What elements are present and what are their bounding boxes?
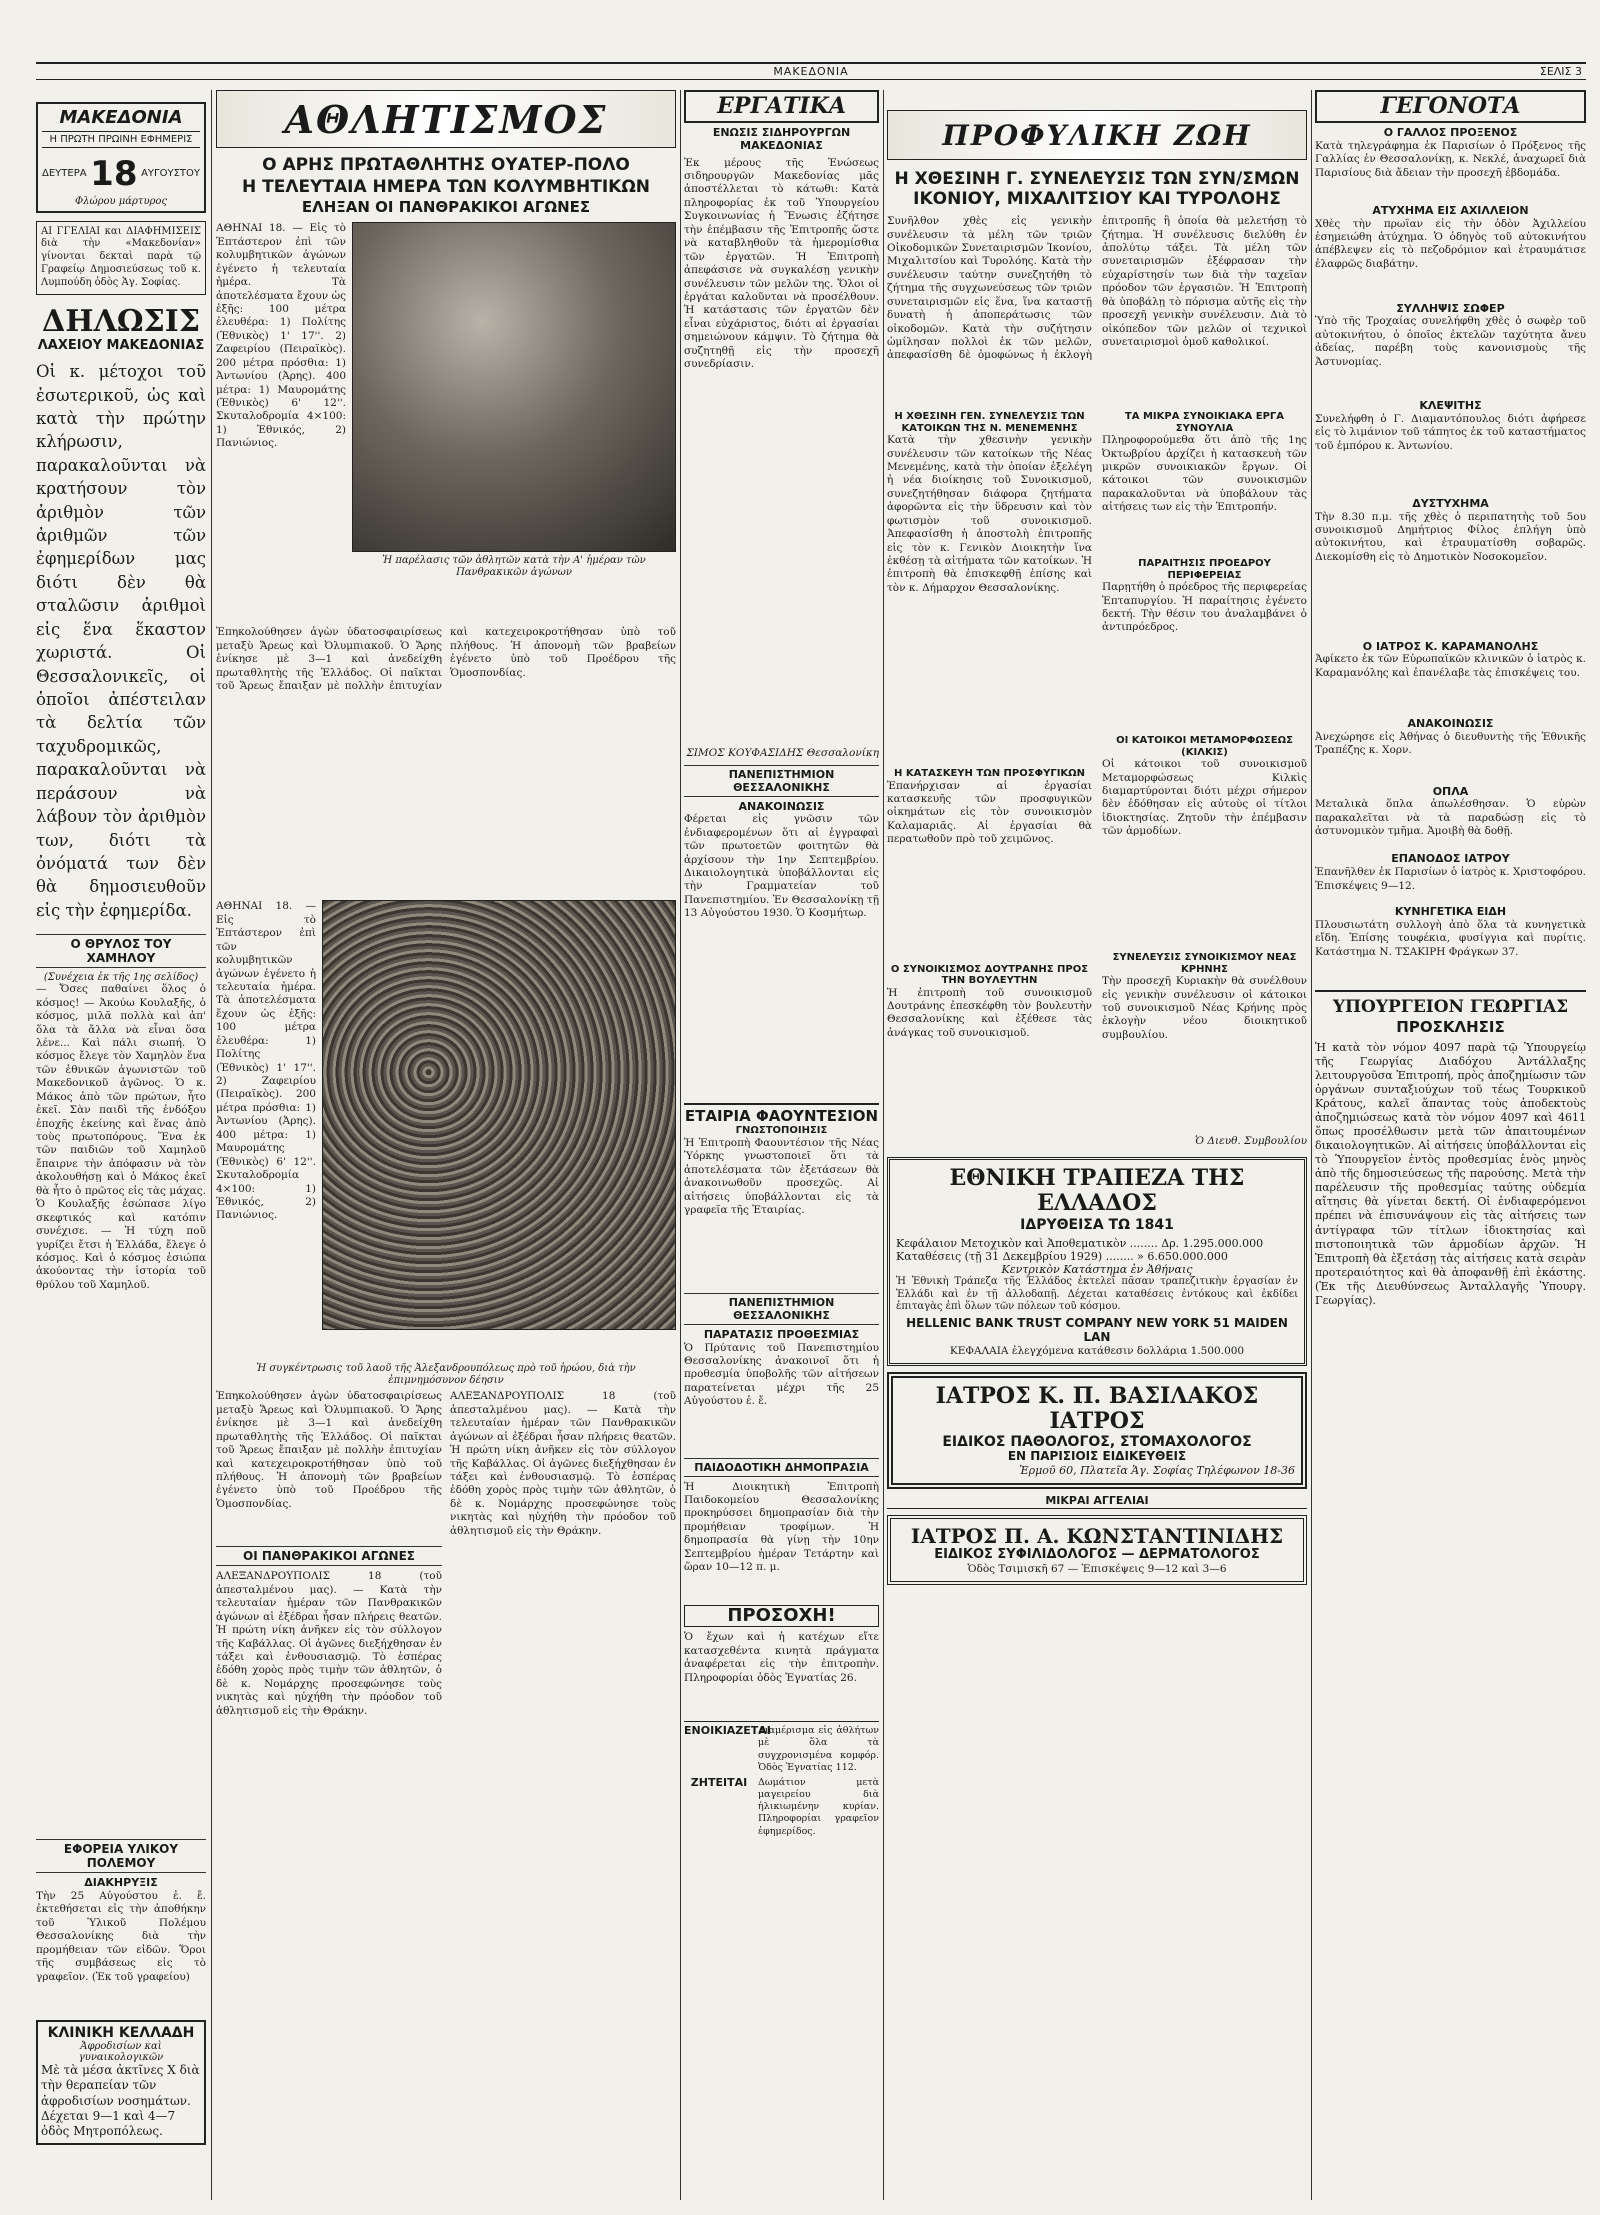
bank-ny: HELLENIC BANK TRUST COMPANY NEW YORK 51 MAIDEN LAN: [906, 1316, 1288, 1344]
foundation-head: ΕΤΑΙΡΙΑ ΦΑΟΥΝΤΕΣΙΟΝ: [684, 1103, 879, 1125]
small-works-head: ΤΑ ΜΙΚΡΑ ΣΥΝΟΙΚΙΑΚΑ ΕΡΓΑ ΣΥΝΟΥΛΙΑ: [1124, 411, 1285, 434]
deadline-text: Ὁ Πρύτανις τοῦ Πανεπιστημίου Θεσσαλονίκης ἀνακοινοῖ ὅτι ἡ προθεσμία ὑποβολῆς τῶν αἰτήσεων παρατείνεται μέχρι τῆς 25 Αὐγούστου ἐ. ἔ.: [684, 1341, 879, 1408]
hunting-head: ΚΥΝΗΓΕΤΙΚΑ ΕΙΔΗ: [1394, 905, 1507, 919]
university-subhead: ΑΝΑΚΟΙΝΩΣΙΣ: [738, 799, 825, 813]
accident-text: Χθὲς τὴν πρωΐαν εἰς τὴν ὁδὸν Ἀχιλλείου ἐσημειώθη ἀτύχημα. Ὁ ὁδηγὸς τοῦ αὐτοκινήτου ἀπέβλεψεν εἰς τὸ πεζοδρόμιον καὶ ἐτραυμάτισε ἐλαφρῶς διαβάτην.: [1315, 217, 1586, 270]
weapons-head: ΟΠΛΑ: [1432, 784, 1469, 798]
clinic-text: Μὲ τὰ μέσα ἀκτῖνες Χ διὰ τὴν θεραπείαν τῶν ἀφροδισίων νοσημάτων. Δέχεται 9—1 καὶ 4—7 ὁδὸς Μητροπόλεως.: [41, 2062, 200, 2139]
masthead-box: [36, 102, 206, 213]
bank-ny-capital: ΚΕΦΑΛΑΙΑ ἐλεγχόμενα κατάθεσιν δολλάρια 1.500.000: [949, 1344, 1245, 1357]
panthrakian-article-cont: ΑΛΕΞΑΝΔΡΟΥΠΟΛΙΣ 18 (τοῦ ἀπεσταλμένου μας). — Κατὰ τὴν τελευταίαν ἡμέραν τῶν Πανθρακικῶν ἀγώνων αἱ ἐξέδραι ἦσαν πλήρεις θεατῶν. Ἡ πρώτη νίκη ἀνῆκεν εἰς τὸν σύλλογον τῆς Καβάλλας. Οἱ ἀγῶνες διεξήχθησαν ἐν τάξει καὶ ἐνθουσιασμῷ. Τὸ ἑσπέρας ἐδόθη χορὸς πρὸς τιμὴν τῶν ἀθλητῶν, ὁ δὲ κ. Νομάρχης προσεφώνησε τοὺς νικητὰς καὶ ηὐχήθη τὴν πρόοδον τοῦ ἀθλητισμοῦ εἰς τὴν Θράκην.: [450, 1390, 676, 1537]
events-banner: ΓΕΓΟΝΟΤΑ: [1380, 93, 1521, 119]
thief-text: Συνελήφθη ὁ Γ. Διαμαντόπουλος διότι ἀφήρεσε εἰς τὸ λιμάνιον τοῦ τάπητος ἐκ τοῦ καταστήματος τοῦ ἐμπόρου κ. Ἀντωνίου.: [1315, 412, 1586, 452]
signature-koufasidis: ΣΙΜΟΣ ΚΟΥΦΑΣΙΔΗΣ Θεσσαλονίκη: [686, 746, 879, 759]
month: ΑΥΓΟΥΣΤΟΥ: [141, 168, 200, 180]
refugee-life-banner: ΠΡΟΦΥΛΙΚΗ ΖΩΗ: [887, 110, 1307, 160]
serial-title: Ο ΘΡΥΛΟΣ ΤΟΥ ΧΑΜΗΛΟΥ: [36, 934, 206, 968]
refugee-headline: Η ΧΘΕΣΙΝΗ Γ. ΣΥΝΕΛΕΥΣΙΣ ΤΩΝ ΣΥΝ/ΣΜΩΝ ΙΚΟΝΙΟΥ, ΜΙΧΑΛΙΤΣΙΟΥ ΚΑΙ ΤΥΡΟΛΟΗΣ: [894, 169, 1300, 209]
refugee-building-head: Η ΚΑΤΑΣΚΕΥΗ ΤΩΝ ΠΡΟΣΦΥΓΙΚΩΝ: [893, 768, 1086, 780]
ministry-head: ΥΠΟΥΡΓΕΙΟΝ ΓΕΩΡΓΙΑΣ: [1315, 990, 1586, 1018]
bank-deposits: Καταθέσεις (τῇ 31 Δεκεμβρίου 1929) ........ » 6.650.000.000: [896, 1249, 1228, 1263]
university-head-2: ΠΑΝΕΠΙΣΤΗΜΙΟΝ ΘΕΣΣΑΛΟΝΙΚΗΣ: [684, 1293, 879, 1325]
ironworkers-head: ΕΝΩΣΙΣ ΣΙΔΗΡΟΥΡΓΩΝ ΜΑΚΕΔΟΝΙΑΣ: [712, 126, 851, 152]
university-head: ΠΑΝΕΠΙΣΤΗΜΙΟΝ ΘΕΣΣΑΛΟΝΙΚΗΣ: [684, 765, 879, 797]
vasilakos-address: Ἑρμοῦ 60, Πλατεῖα Ἁγ. Σοφίας Τηλέφωνον 18-36: [1019, 1464, 1295, 1478]
bank-hq: Κεντρικὸν Κατάστημα ἐν Ἀθήναις: [1001, 1262, 1193, 1276]
metamorfosi-text: Οἱ κάτοικοι τοῦ συνοικισμοῦ Μεταμορφώσεως Κιλκὶς διαμαρτύρονται διότι μέχρι σήμερον δὲν ἐδόθησαν εἰς αὐτοὺς οἱ τίτλοι ἰδιοκτησίας. Ζητοῦν τὴν ἐπέμβασιν τῶν ἁρμοδίων.: [1102, 758, 1307, 838]
doutrani-text: Ἡ ἐπιτροπὴ τοῦ συνοικισμοῦ Δουτράνης ἐπεσκέφθη τὸν βουλευτὴν Θεσσαλονίκης καὶ ἐξέθεσε τὰς ἀνάγκας τοῦ συνοικισμοῦ.: [887, 986, 1092, 1039]
crowd-photo: [322, 900, 676, 1330]
bank-capital: Κεφάλαιον Μετοχικὸν καὶ Ἀποθεματικὸν ........ Δρ. 1.295.000.000: [896, 1236, 1264, 1250]
misfortune-head: ΔΥΣΤΥΧΗΜΑ: [1412, 496, 1489, 510]
konstantinidis-specialty: ΕΙΔΙΚΟΣ ΣΥΦΙΛΙΔΟΛΟΓΟΣ — ΔΕΡΜΑΤΟΛΟΓΟΣ: [934, 1546, 1260, 1562]
column-left: [36, 90, 206, 2200]
vasilakos-ad: [887, 1372, 1307, 1489]
events-banner-box: [1315, 90, 1586, 123]
masthead-name: ΜΑΚΕΔΟΝΙΑ: [42, 108, 200, 132]
weapons-text: Μεταλικὰ ὅπλα ἀπωλέσθησαν. Ὁ εὑρὼν παρακαλεῖται νὰ τὰ παραδώσῃ εἰς τὸ ἀστυνομικὸν τμῆμα. Ἀμοιβὴ θὰ δοθῇ.: [1315, 798, 1586, 838]
consul-head: Ο ΓΑΛΛΟΣ ΠΡΟΞΕΝΟΣ: [1383, 126, 1518, 140]
nea-krini-head: ΣΥΝΕΛΕΥΣΙΣ ΣΥΝΟΙΚΙΣΜΟΥ ΝΕΑΣ ΚΡΗΝΗΣ: [1112, 952, 1297, 975]
column-rule: [680, 90, 681, 2200]
menemeni-text: Κατὰ τὴν χθεσινὴν γενικὴν συνέλευσιν τῶν κατοίκων τῆς Νέας Μενεμένης, κατὰ τὴν ὁποίαν ἐξελέγη ἡ νέα διοίκησις τοῦ Συνοικισμοῦ, συνεζητήθησαν διάφορα ζητήματα ἀφορῶντα εἰς τὴν ὕδρευσιν καὶ τὸν φωτισμὸν τοῦ συνοικισμοῦ. Ἀπεφασίσθη ἡ ἀποστολὴ ἐπιτροπῆς εἰς τὸν κ. Γενικὸν Διοικητὴν ἵνα ἐκθέσῃ τὰ αἰτήματα τῶν κατοίκων. Ἡ ἐπιτροπὴ θὰ ἐπισκεφθῇ ἐπίσης καὶ τὸν κ. Δήμαρχον Θεσσαλονίκης.: [887, 434, 1092, 594]
results-text: Ἐπηκολούθησεν ἀγὼν ὑδατοσφαιρίσεως μεταξὺ Ἄρεως καὶ Ὀλυμπιακοῦ. Ὁ Ἄρης ἐνίκησε μὲ 3—1 καὶ ἀνεδείχθη πρωταθλητὴς τῆς Ἑλλάδος. Οἱ παῖκται τοῦ Ἄρεως ἔπαιξαν μὲ πολλὴν ἐπιτυχίαν καὶ κατεχειροκροτήθησαν ὑπὸ τοῦ πλήθους. Ἡ ἀπονομὴ τῶν βραβείων ἐγένετο ὑπὸ τοῦ Προέδρου τῆς Ὁμοσπονδίας.: [216, 1390, 442, 1510]
wanted-head: ΖΗΤΕΙΤΑΙ: [690, 1775, 748, 1789]
side-results: ΑΘΗΝΑΙ 18. — Εἰς τὸ Ἐπτάστερον ἐπὶ τῶν κολυμβητικῶν ἀγώνων ἐγένετο ἡ τελευταία ἡμέρα. Τὰ ἀποτελέσματα ἔχουν ὡς ἑξῆς: 100 μέτρα ἐλευθέρα: 1) Πολίτης (Ἐθνικὸς) 1' 17''. 2) Ζαφειρίου (Πειραϊκὸς). 200 μέτρα πρόσθια: 1) Ἀντωνίου (Ἀρης). 400 μέτρα: 1) Μαυρομάτης (Ἐθνικὸς) 6' 12''. Σκυταλοδρομία 4×100: 1) Ἐθνικός, 2) Πανιώνιος.: [216, 900, 316, 1222]
column-rule: [211, 90, 212, 2200]
column-events: [1315, 90, 1586, 2200]
masthead-tagline: Η ΠΡΩΤΗ ΠΡΩΙΝΗ ΕΦΗΜΕΡΙΣ: [42, 132, 200, 148]
misfortune-text: Τὴν 8.30 π.μ. τῆς χθὲς ὁ περιπατητὴς τοῦ 5ου συνοικισμοῦ Δημήτριος Φίλος ἐπλήγη ὑπὸ αὐτοκινήτου, καὶ ἐτραυματίσθη σοβαρῶς. Διεκομίσθη εἰς τὸ Δημοτικὸν Νοσοκομεῖον.: [1315, 510, 1586, 563]
paper-name: ΜΑΚΕΔΟΝΙΑ: [773, 65, 849, 78]
sports-banner: ΑΘΛΗΤΙΣΜΟΣ: [216, 90, 676, 148]
weekday: ΔΕΥΤΕΡΑ: [42, 168, 87, 180]
photo-caption-crowd: Ἡ συγκέντρωσις τοῦ λαοῦ τῆς Ἀλεξανδρουπόλεως πρὸ τοῦ ἡρώου, διὰ τὴν ἐπιμνημόσυνον δέησιν: [256, 1363, 636, 1387]
national-bank-ad: [887, 1157, 1307, 1366]
photo-caption-parade: Ἡ παρέλασις τῶν ἀθλητῶν κατὰ τὴν Α' ἡμέραν τῶν Πανθρακικῶν ἀγώνων: [382, 555, 646, 579]
deadline-subhead: ΠΑΡΑΤΑΣΙΣ ΠΡΟΘΕΣΜΙΑΣ: [703, 1327, 860, 1341]
ironworkers-text: Ἐκ μέρους τῆς Ἑνώσεως σιδηρουργῶν Μακεδονίας μᾶς ἀποστέλλεται τὸ κάτωθι: Κατὰ πληροφορίας ἐκ τοῦ Ὑπουργείου Συγκοινωνίας ἡ Ἕνωσις ἐζήτησε τὴν ἐπέμβασιν τῆς Ἐπιτροπῆς ὥστε νὰ καταβληθοῦν τὰ ἡμερομίσθια τῶν ἐργατῶν. Ἡ Ἐπιτροπὴ ἀπεφάσισε νὰ συγκαλέσῃ γενικὴν συνέλευσιν τῶν μελῶν της. Ὅλοι οἱ ἐργάται καλοῦνται νὰ προσέλθουν. Ἡ κατάστασις τῶν ἐργατῶν δὲν εἶναι εὐχάριστος, διότι αἱ ἐργασίαι σημειώνουν κάμψιν. Τὸ ζήτημα θὰ συζητηθῇ εἰς τὴν προσεχῆ συνεδρίασιν.: [684, 156, 879, 371]
doctor-back-text: Ἐπανῆλθεν ἐκ Παρισίων ὁ ἰατρὸς κ. Χριστοφόρου. Ἐπισκέψεις 9—12.: [1315, 866, 1586, 892]
page-number: ΣΕΛΙΣ 3: [1539, 65, 1582, 78]
ministry-text: Ἡ κατὰ τὸν νόμον 4097 παρὰ τῷ Ὑπουργείῳ τῆς Γεωργίας Διαδόχου Ἀντάλλαξης λειτουργοῦσα Ἐπιτροπή, πρὸς ἀποζημίωσιν τῶν ὀργάνων συνταξιούχων τοῦ τέως Τουρκικοῦ Κράτους, καλεῖ ἅπαντας τοὺς ἀποδεκτοὺς ἀποζημιώσεως κατὰ τὸν νόμον 4097 καὶ 4611 ὅπως προσέλθωσιν μετὰ τῶν ἀπαιτουμένων δικαιολογητικῶν. Αἱ αἰτήσεις ὑποβάλλονται εἰς τὸ Ὑπουργεῖον ἐντὸς προθεσμίας ἑνὸς μηνὸς ἀπὸ τῆς δημοσιεύσεως τῆς παρούσης. Μετὰ τὴν παρέλευσιν τῆς προθεσμίας ταύτης οὐδεμία αἴτησις θὰ γίνεται δεκτή. Οἱ ἐνδιαφερόμενοι πρέπει νὰ ἐπισυνάψουν εἰς τὰς αἰτήσεις των ἀντίγραφα τῶν τίτλων ἰδιοκτησίας καὶ πιστοποιητικὰ τῶν ἁρμοδίων ἀρχῶν. Ἡ Ἐπιτροπὴ θὰ ἐξετάσῃ τὰς αἰτήσεις κατὰ σειρὰν προτεραιότητος καὶ θὰ ἀποφανθῇ ἐπὶ ἑκάστης. (Ἐκ τῆς Διευθύνσεως Ἀνταλλαγῆς Ὑπουργ. Γεωργίας).: [1315, 1040, 1586, 1307]
nea-krini-text: Τὴν προσεχῆ Κυριακὴν θὰ συνέλθουν εἰς γενικὴν συνέλευσιν οἱ κάτοικοι τοῦ συνοικισμοῦ Νέας Κρήνης πρὸς ἐκλογὴν νέου διοικητικοῦ συμβουλίου.: [1102, 975, 1307, 1041]
column-refugee-life: [887, 90, 1307, 2200]
labor-banner: ΕΡΓΑΤΙΚΑ: [717, 93, 846, 119]
lead-article: ΑΘΗΝΑΙ 18. — Εἰς τὸ Ἐπτάστερον ἐπὶ τῶν κολυμβητικῶν ἀγώνων ἐγένετο ἡ τελευταία ἡμέρα. Τὰ ἀποτελέσματα ἔχουν ὡς ἑξῆς: 100 μέτρα ἐλευθέρα: 1) Πολίτης (Ἐθνικὸς) 1' 17''. 2) Ζαφειρίου (Πειραϊκὸς). 200 μέτρα πρόσθια: 1) Ἀντωνίου (Ἀρης). 400 μέτρα: 1) Μαυρομάτης (Ἐθνικὸς) 6' 12''. Σκυταλοδρομία 4×100: 1) Ἐθνικός, 2) Πανιώνιος.: [216, 222, 346, 450]
for-rent-text: Διαμέρισμα εἰς ἀθλήτων μὲ ὅλα τὰ συγχρονισμένα κομφόρ. Ὁδὸς Ἐγνατίας 112.: [758, 1725, 879, 1773]
war-material-subtitle: ΔΙΑΚΗΡΥΞΙΣ: [84, 1876, 158, 1890]
konstantinidis-address: Ὁδὸς Τσιμισκῆ 67 — Ἐπισκέψεις 9—12 καὶ 3—6: [967, 1562, 1227, 1575]
doctor-back-head: ΕΠΑΝΟΔΟΣ ΙΑΤΡΟΥ: [1391, 852, 1510, 866]
clinic-subtitle: Ἀφροδισίων καὶ γυναικολογικῶν: [78, 2040, 164, 2063]
headline-aris: Ο ΑΡΗΣ ΠΡΩΤΑΘΛΗΤΗΣ ΟΥΑΤΕΡ-ΠΟΛΟ: [262, 155, 630, 175]
small-works-text: Πληροφορούμεθα ὅτι ἀπὸ τῆς 1ης Ὀκτωβρίου ἀρχίζει ἡ κατασκευὴ τῶν μικρῶν συνοικιακῶν ἔργων. Οἱ κάτοικοι τῶν συνοικισμῶν παρακαλοῦνται νὰ ὑποβάλουν τὰς αἰτήσεις των εἰς τὴν Ἐπιτροπήν.: [1102, 434, 1307, 514]
doctor-return-text: Ἀφίκετο ἐκ τῶν Εὐρωπαϊκῶν κλινικῶν ὁ ἰατρὸς κ. Καραμανόλης καὶ ἐπανέλαβε τὰς ἐπισκέψεις του.: [1315, 653, 1586, 679]
board-signature: Ὁ Διευθ. Συμβουλίου: [1195, 1135, 1307, 1148]
war-material-title: ΕΦΟΡΕΙΑ ΥΛΙΚΟΥ ΠΟΛΕΜΟΥ: [36, 1839, 206, 1873]
doutrani-head: Ο ΣΥΝΟΙΚΙΣΜΟΣ ΔΟΥΤΡΑΝΗΣ ΠΡΟΣ ΤΗΝ ΒΟΥΛΕΥΤΗΝ: [890, 963, 1089, 987]
panthrakian-article: ΑΛΕΞΑΝΔΡΟΥΠΟΛΙΣ 18 (τοῦ ἀπεσταλμένου μας). — Κατὰ τὴν τελευταίαν ἡμέραν τῶν Πανθρακικῶν ἀγώνων αἱ ἐξέδραι ἦσαν πλήρεις θεατῶν. Ἡ πρώτη νίκη ἀνῆκεν εἰς τὸν σύλλογον τῆς Καβάλλας. Οἱ ἀγῶνες διεξήχθησαν ἐν τάξει καὶ ἐνθουσιασμῷ. Τὸ ἑσπέρας ἐδόθη χορὸς πρὸς τιμὴν τῶν ἀθλητῶν, ὁ δὲ κ. Νομάρχης προσεφώνησε τοὺς νικητὰς καὶ ηὐχήθη τὴν πρόοδον τοῦ ἀθλητισμοῦ εἰς τὴν Θράκην.: [216, 1570, 442, 1717]
accident-head: ΑΤΥΧΗΜΑ ΕΙΣ ΑΧΙΛΛΕΙΟΝ: [1372, 203, 1529, 217]
notice-subtitle: ΛΑΧΕΙΟΥ ΜΑΚΕΔΟΝΙΑΣ: [37, 338, 205, 354]
serial-text: — Ὄσες παθαίνει ὅλος ὁ κόσμος! — Ἀκούω Κουλαξῆς, ὁ κόσμος, μιλᾶ πολλὰ καὶ ἀπ' ὅλα τὰ ἄλλα νὰ εἶναι ὅσα λένε... Καὶ πάλι σιωπή. Ὁ κόσμος ἔλεγε τὸν Χαμηλὸν ἕνα τῶν ἐθνικῶν ἀγωνιστῶν τοῦ Μακεδονικοῦ ἀγῶνος. Ὁ κ. Μάκος ἀπὸ τῶν πρώτων, ἦτο ἐκεῖ. Σὰν παιδὶ τῆς ἐνδόξου ἐποχῆς ἐκείνης καὶ ἕνας ἀπὸ τοὺς πρωτοπόρους. Ἕνα ἐκ τῶν παιδιῶν τοῦ Χαμηλοῦ ἔπαιρνε τὴν ἀπόφασιν νὰ τὸν ἀκολουθήσῃ καὶ ὁ Μάκος ἐκεῖ θὰ ἦτο ὁ πρῶτος εἰς τὰς μάχας. Ὁ Κουλαξῆς ἐσώπασε λίγο σκεφτικός καὶ κατόπιν συνέχισε. — Ἡ τύχη ποῦ γυρίζει ἔτσι ἡ Ἑλλάδα, ἔλεγε ὁ κόσμος. Καὶ ὁ κόσμος ἐσιώπα ἀκούοντας τὴν ἱστορία τοῦ θρύλου τοῦ Χαμηλοῦ.: [36, 983, 206, 1291]
notice-title: ΔΗΛΩΣΙΣ: [41, 303, 201, 339]
vasilakos-sub: ΕΝ ΠΑΡΙΣΙΟΙΣ ΕΙΔΙΚΕΥΘΕΙΣ: [1007, 1449, 1187, 1464]
labor-banner-box: [684, 90, 879, 123]
classified-head: ΜΙΚΡΑΙ ΑΓΓΕΛΙΑΙ: [887, 1495, 1307, 1509]
metamorfosi-head: ΟΙ ΚΑΤΟΙΚΟΙ ΜΕΤΑΜΟΡΦΩΣΕΩΣ (ΚΙΛΚΙΣ): [1116, 735, 1293, 758]
vasilakos-name: ΙΑΤΡΟΣ Κ. Π. ΒΑΣΙΛΑΚΟΣ ΙΑΤΡΟΣ: [935, 1382, 1259, 1435]
clinic-ad: [36, 2020, 206, 2145]
driver-arrest-text: Ὑπὸ τῆς Τροχαίας συνελήφθη χθὲς ὁ σωφὲρ τοῦ αὐτοκινήτου, ὁ ὁποῖος ἐκτελῶν ταχύτητα ἄνευ ἀδείας, παρέβη τοὺς κανονισμοὺς τῆς Ἀστυνομίας.: [1315, 315, 1586, 368]
consul-text: Κατὰ τηλεγράφημα ἐκ Παρισίων ὁ Πρόξενος τῆς Γαλλίας ἐν Θεσσαλονίκῃ, κ. Νεκλέ, ἀναχωρεῖ διὰ Παρισίους διὰ ἄδειαν τὴν προσεχῆ ἑβδομάδα.: [1315, 139, 1586, 179]
driver-arrest-head: ΣΥΛΛΗΨΙΣ ΣΩΦΕΡ: [1396, 301, 1505, 315]
saint-of-day: Φλώρου μάρτυρος: [74, 195, 168, 207]
war-material-text: Τὴν 25 Αὐγούστου ἐ. ἔ. ἐκτεθήσεται εἰς τὴν ἀποθήκην τοῦ Ὑλικοῦ Πολέμου Θεσσαλονίκης διὰ τὴν προμήθειαν τῶν εἰδῶν. Ὅροι τῆς συμβάσεως εἰς τὸ γραφεῖον. (Ἐκ τοῦ γραφείου): [36, 1889, 206, 1983]
for-rent-head: ΕΝΟΙΚΙΑΖΕΤΑΙ: [684, 1724, 771, 1738]
athletes-parade-photo: [352, 222, 676, 552]
serial-subtitle: (Συνέχεια ἐκ τῆς 1ης σελίδος): [43, 972, 199, 984]
attention-text: Ὁ ἔχων καὶ ἡ κατέχων εἴτε κατασχεθέντα κινητὰ πράγματα ἀναφέρεται εἰς τὴν ἐπιτροπὴν. Πληροφορίαι ὁδὸς Ἐγνατίας 26.: [684, 1631, 879, 1684]
auction-text: Ἡ Διοικητικὴ Ἐπιτροπὴ Παιδοκομείου Θεσσαλονίκης προκηρύσσει δημοπρασίαν διὰ τὴν προμήθειαν τροφίμων. Ἡ δημοπρασία θὰ γίνῃ τὴν 10ην Σεπτεμβρίου ἡμέραν Τετάρτην καὶ ὥραν 10—12 π. μ.: [684, 1480, 879, 1574]
column-rule: [1311, 90, 1312, 2200]
foundation-text: Ἡ Ἐπιτροπὴ Φαουντέσιον τῆς Νέας Ὑόρκης γνωστοποιεῖ ὅτι τὰ ἀποτελέσματα τῶν ἐξετάσεων θὰ ἀνακοινωθοῦν προσεχῶς. Αἱ αἰτήσεις ὑποβάλλονται εἰς τὰ γραφεῖα τῆς Ἑταιρίας.: [684, 1136, 879, 1217]
bank-description: Ἡ Ἐθνικὴ Τράπεζα τῆς Ἑλλάδος ἐκτελεῖ πᾶσαν τραπεζιτικὴν ἐργασίαν ἐν Ἑλλάδι καὶ ἐν τῇ ἀλλοδαπῇ. Δέχεται καταθέσεις ἐντόκους καὶ ἐκδίδει ἐπιταγὰς ἐπὶ ὅλων τῶν πόλεων τοῦ κόσμου.: [896, 1275, 1298, 1313]
doctor-return-head: Ο ΙΑΤΡΟΣ Κ. ΚΑΡΑΜΑΝΟΛΗΣ: [1362, 639, 1539, 653]
foundation-subhead: ΓΝΩΣΤΟΠΟΙΗΣΙΣ: [735, 1125, 828, 1137]
auction-head: ΠΑΙΔΟΔΟΤΙΚΗ ΔΗΜΟΠΡΑΣΙΑ: [684, 1458, 879, 1477]
wanted-text: Δωμάτιον μετὰ μαγειρείου διὰ ἡλικιωμένην κυρίαν. Πληροφορίαι γραφεῖον ἐφημερίδος.: [758, 1776, 879, 1837]
menemeni-head: Η ΧΘΕΣΙΝΗ ΓΕΝ. ΣΥΝΕΛΕΥΣΙΣ ΤΩΝ ΚΑΤΟΙΚΩΝ ΤΗΣ Ν. ΜΕΝΕΜΕΝΗΣ: [894, 411, 1085, 434]
panthrakian-subhead: ΟΙ ΠΑΝΘΡΑΚΙΚΟΙ ΑΓΩΝΕΣ: [216, 1546, 442, 1566]
clinic-title: ΚΛΙΝΙΚΗ ΚΕΛΛΑΔΗ: [47, 2024, 195, 2041]
resignation-head: ΠΑΡΑΙΤΗΣΙΣ ΠΡΟΕΔΡΟΥ ΠΕΡΙΦΕΡΕΙΑΣ: [1138, 558, 1271, 581]
column-rule: [883, 90, 884, 2200]
announcement-text: Ἀνεχώρησε εἰς Ἀθήνας ὁ διευθυντὴς τῆς Ἐθνικῆς Τραπέζης κ. Χορν.: [1315, 730, 1586, 757]
konstantinidis-name: ΙΑΤΡΟΣ Π. Α. ΚΩΝΣΤΑΝΤΙΝΙΔΗΣ: [910, 1523, 1284, 1548]
column-labor: [684, 90, 879, 2200]
page-header-rule: [36, 62, 1586, 80]
day-number: 18: [90, 153, 138, 194]
bank-name: ΕΘΝΙΚΗ ΤΡΑΠΕΖΑ ΤΗΣ ΕΛΛΑΔΟΣ: [949, 1165, 1245, 1217]
vasilakos-specialty: ΕΙΔΙΚΟΣ ΠΑΘΟΛΟΓΟΣ, ΣΤΟΜΑΧΟΛΟΓΟΣ: [942, 1434, 1252, 1451]
announcement-head: ΑΝΑΚΟΙΝΩΣΙΣ: [1407, 717, 1494, 731]
attention-head: ΠΡΟΣΟΧΗ!: [684, 1605, 879, 1628]
konstantinidis-ad: [887, 1515, 1307, 1585]
bank-founded: ΙΔΡΥΘΕΙΣΑ ΤΩ 1841: [1020, 1216, 1174, 1233]
waterpolo-article: Ἐπηκολούθησεν ἀγὼν ὑδατοσφαιρίσεως μεταξὺ Ἄρεως καὶ Ὀλυμπιακοῦ. Ὁ Ἄρης ἐνίκησε μὲ 3—1 καὶ ἀνεδείχθη πρωταθλητὴς τῆς Ἑλλάδος. Οἱ παῖκται τοῦ Ἄρεως ἔπαιξαν μὲ πολλὴν ἐπιτυχίαν καὶ κατεχειροκροτήθησαν ὑπὸ τοῦ πλήθους. Ἡ ἀπονομὴ τῶν βραβείων ἐγένετο ὑπὸ τοῦ Προέδρου τῆς Ὁμοσπονδίας.: [216, 626, 676, 693]
resignation-text: Παρῃτήθη ὁ πρόεδρος τῆς περιφερείας Ἑπταπυργίου. Ἡ παραίτησις ἐγένετο δεκτή. Τὴν θέσιν του ἀναλαμβάνει ὁ ἀντιπρόεδρος.: [1102, 581, 1307, 634]
hunting-text: Πλουσιωτάτη συλλογὴ ἀπὸ ὅλα τὰ κυνηγετικὰ εἴδη. Ἐπίσης τουφέκια, φυσίγγια καὶ πυρίτις. Κατάστημα Ν. ΤΣΑΚΙΡΗ Φράγκων 37.: [1315, 918, 1586, 958]
university-text: Φέρεται εἰς γνῶσιν τῶν ἐνδιαφερομένων ὅτι αἱ ἐγγραφαὶ τῶν πρωτοετῶν φοιτητῶν θὰ ἀρχίσουν τὴν 1ην Σεπτεμβρίου. Δικαιολογητικὰ ὑποβάλλονται εἰς τὴν Γραμματείαν τοῦ Πανεπιστημίου. Ἐν Θεσσαλονίκῃ τῇ 13 Αὐγούστου 1930. Ὁ Κοσμήτωρ.: [684, 813, 879, 920]
refugee-building-text: Ἐπανήρχισαν αἱ ἐργασίαι κατασκευῆς τῶν προσφυγικῶν οἰκημάτων εἰς τὸν συνοικισμὸν Καλαμαριᾶς. Αἱ ἐργασίαι θὰ περατωθοῦν πρὸ τοῦ χειμῶνος.: [887, 779, 1092, 846]
ads-note: ΑΙ ΓΓΕΛΙΑΙ και ΔΙΑΦΗΜΙΣΕΙΣ διὰ τὴν «Μακεδονίαν» γίνονται δεκταὶ παρὰ τῷ Γραφείῳ Δημοσιεύσεως τοῦ κ. Λυμπούδη ὁδὸς Ἁγ. Σοφίας.: [36, 221, 206, 295]
notice-text: Οἱ κ. μέτοχοι τοῦ ἐσωτερικοῦ, ὡς καὶ κατὰ τὴν πρώτην κλήρωσιν, παρακαλοῦνται νὰ κρατήσουν τὸν ἀριθμὸν τῶν ἀριθμῶν τῶν ἐφημερίδων μας διότι δὲν θὰ σταλῶσιν ἀριθμοὶ εἰς ἕνα ἕκαστον χωριστά. Οἱ Θεσσαλονικεῖς, οἱ ὁποῖοι ἀπέστειλαν τὰ δελτία τῶν ταχυδρομικῶς, παρακαλοῦνται νὰ περάσουν νὰ λάβουν τὸν ἀριθμὸν των, διότι τὰ ὀνόματά των δὲν θὰ δημοσιευθοῦν εἰς τὴν ἐφημερίδα.: [36, 362, 206, 920]
thief-head: ΚΛΕΨΙΤΗΣ: [1419, 399, 1482, 413]
ministry-subhead: ΠΡΟΣΚΛΗΣΙΣ: [1396, 1018, 1505, 1037]
headline-swimming: Η ΤΕΛΕΥΤΑΙΑ ΗΜΕΡΑ ΤΩΝ ΚΟΛΥΜΒΗΤΙΚΩΝ: [241, 176, 651, 197]
column-sports: [216, 90, 676, 2200]
headline-panthrakian: ΕΛΗΞΑΝ ΟΙ ΠΑΝΘΡΑΚΙΚΟΙ ΑΓΩΝΕΣ: [301, 198, 591, 217]
assembly-article: Συνῆλθον χθὲς εἰς γενικὴν συνέλευσιν τὰ μέλη τῶν τριῶν Οἰκοδομικῶν Συνεταιρισμῶν Ἰκονίου, Μιχαλιτσίου καὶ Τυρολόης. Κατὰ τὴν συνέλευσιν ταύτην συνεζητήθη τὸ ζήτημα τῆς συγχωνεύσεως τῶν τριῶν συνεταιρισμῶν εἰς ἕνα, ἵνα καταστῇ δυνατὴ ἡ ἀποπεράτωσις τῶν οἰκοδομῶν. Κατὰ τὴν συζήτησιν ὡμίλησαν πολλοὶ ἐκ τῶν μελῶν, ἀπεφασίσθη δὲ ὁμοφώνως ἡ ἐκλογὴ ἐπιτροπῆς ἣ ὁποία θὰ μελετήσῃ τὸ ζήτημα. Ἡ συνέλευσις διελύθη ἐν ἀπολύτῳ τάξει. Τὰ μέλη τῶν συνεταιρισμῶν ἐξέφρασαν τὴν εὐχαρίστησίν των διὰ τὴν ταχεῖαν πρόοδον τῶν ἐργασιῶν. Ἡ Ἐπιτροπὴ θὰ ὑποβάλῃ τὸ πόρισμα αὐτῆς εἰς τὴν προσεχῆ γενικὴν συνέλευσιν. Διὰ τὸ οἰκόπεδον τῶν μελῶν οἱ τεχνικοὶ συνεταιρισμοὶ ὁμοῦ καθολικοί.: [887, 215, 1307, 362]
